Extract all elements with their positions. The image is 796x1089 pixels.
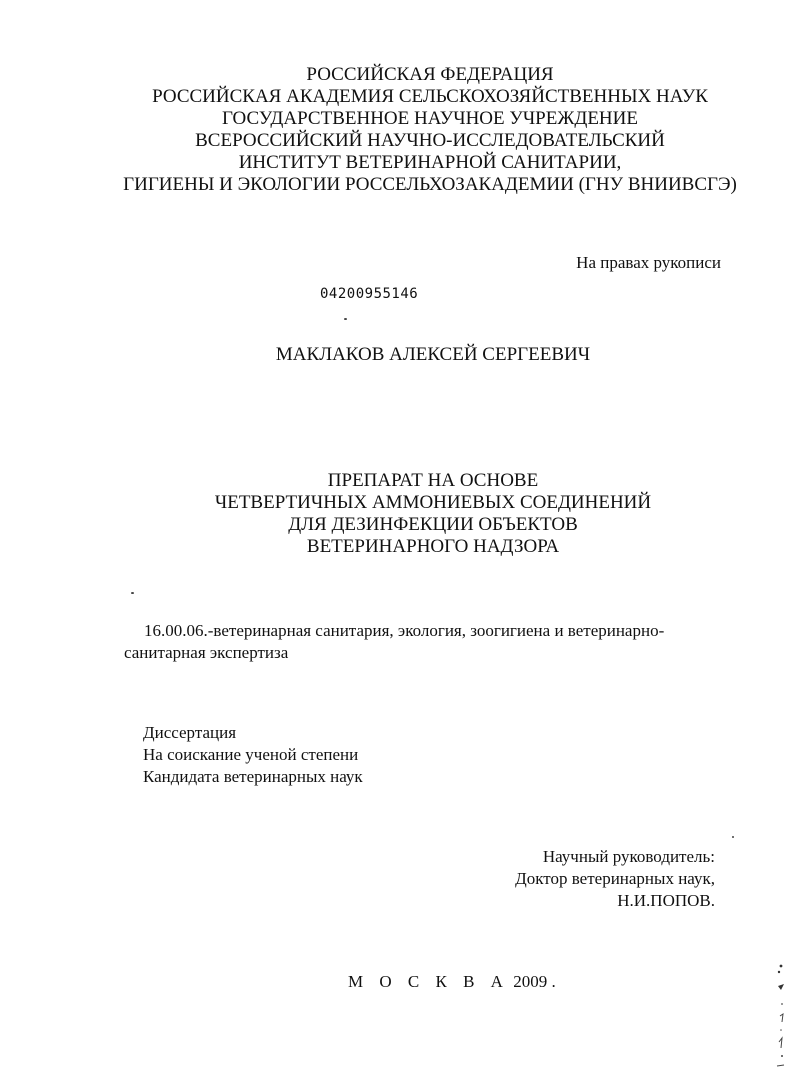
degree-line-3: Кандидата ветеринарных наук <box>143 767 363 786</box>
title-line-2: ЧЕТВЕРТИЧНЫХ АММОНИЕВЫХ СОЕДИНЕНИЙ <box>214 492 652 513</box>
archive-stamp-number: 04200955146 <box>320 286 419 302</box>
supervisor-degree: Доктор ветеринарных наук, <box>515 869 715 888</box>
specialty-line-1: 16.00.06.-ветеринарная санитария, экология, зоогигиена и ветеринарно- <box>144 621 665 640</box>
header-line-institute-2: ИНСТИТУТ ВЕТЕРИНАРНОЙ САНИТАРИИ, <box>238 152 622 173</box>
header-line-country: РОССИЙСКАЯ ФЕДЕРАЦИЯ <box>306 64 554 85</box>
scan-speck <box>131 592 134 594</box>
degree-line-2: На соискание ученой степени <box>143 745 359 764</box>
manuscript-rights-note: На правах рукописи <box>576 253 721 272</box>
institution-header <box>60 64 796 196</box>
specialty-code <box>124 620 724 664</box>
header-line-institute-3: ГИГИЕНЫ И ЭКОЛОГИИ РОССЕЛЬХОЗАКАДЕМИИ (ГНУ ВНИИВСГЭ) <box>123 174 737 195</box>
title-line-4: ВЕТЕРИНАРНОГО НАДЗОРА <box>306 536 560 557</box>
specialty-line-2: санитарная экспертиза <box>124 643 289 662</box>
scientific-supervisor <box>515 846 715 912</box>
author-name: МАКЛАКОВ АЛЕКСЕЙ СЕРГЕЕВИЧ <box>275 344 591 365</box>
degree-statement <box>143 722 363 788</box>
scan-speck <box>344 318 347 320</box>
supervisor-label: Научный руководитель: <box>542 847 715 866</box>
city: М О С К В А <box>348 972 509 991</box>
title-line-1: ПРЕПАРАТ НА ОСНОВЕ <box>327 470 539 491</box>
degree-line-1: Диссертация <box>143 723 237 742</box>
header-line-institute-1: ВСЕРОССИЙСКИЙ НАУЧНО-ИССЛЕДОВАТЕЛЬСКИЙ <box>195 130 665 151</box>
city-and-year <box>348 972 556 992</box>
scan-speck <box>732 836 734 838</box>
dissertation-title <box>0 470 796 558</box>
supervisor-name: Н.И.ПОПОВ. <box>617 891 715 910</box>
title-line-3: ДЛЯ ДЕЗИНФЕКЦИИ ОБЪЕКТОВ <box>288 514 578 535</box>
year: 2009 <box>513 972 548 991</box>
year-suffix: . <box>547 972 556 991</box>
header-line-academy: РОССИЙСКАЯ АКАДЕМИЯ СЕЛЬСКОХОЗЯЙСТВЕННЫХ НАУК <box>152 86 708 107</box>
header-line-institution-type: ГОСУДАРСТВЕННОЕ НАУЧНОЕ УЧРЕЖДЕНИЕ <box>222 108 638 129</box>
scan-edge-marks <box>772 960 788 1070</box>
